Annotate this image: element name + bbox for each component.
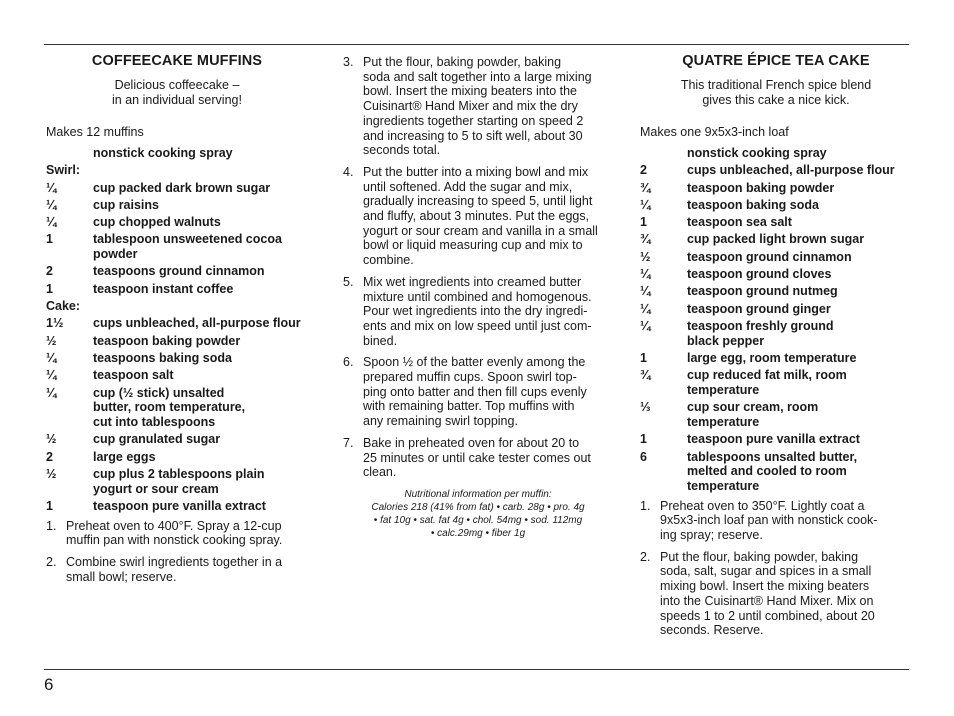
ingredient-quantity: 1½ <box>46 316 64 331</box>
ingredient-quantity: ½ <box>640 249 651 264</box>
step-text: Mix wet ingredients into creamed butter mixture until combined and homogenous. Pour wet ingredients into the dry ingredi- ents and mix on low speed until just com- bined. <box>363 274 592 348</box>
intro-line: Delicious coffeecake – <box>114 78 240 92</box>
ingredient-quantity: ¼ <box>46 368 57 383</box>
ingredient-quantity: 2 <box>640 163 647 178</box>
ingredient-row <box>46 146 308 161</box>
ingredient-text: cups unbleached, all-purpose flour <box>93 316 301 331</box>
ingredient-row <box>640 351 912 366</box>
ingredient-quantity: ½ <box>46 333 57 348</box>
instruction-list <box>343 55 613 480</box>
step-text: Preheat oven to 350°F. Lightly coat a 9x5x3-inch loaf pan with nonstick cook- ing spray; reserve. <box>660 498 878 543</box>
ingredient-text: teaspoons ground cinnamon <box>93 264 265 279</box>
ingredient-text: cup granulated sugar <box>93 432 221 447</box>
ingredient-text: cup reduced fat milk, room temperature <box>687 368 847 397</box>
ingredient-quantity: ¾ <box>640 180 651 195</box>
ingredient-text: cup packed light brown sugar <box>687 232 865 247</box>
ingredient-quantity: 1 <box>46 498 53 513</box>
ingredient-text: cup raisins <box>93 197 159 212</box>
recipe-intro <box>46 78 308 107</box>
instruction-step <box>343 55 613 158</box>
instruction-step <box>343 165 613 268</box>
step-number: 6. <box>343 355 354 370</box>
ingredient-quantity: ¼ <box>46 197 57 212</box>
ingredient-quantity: ½ <box>46 466 57 481</box>
ingredient-quantity: 1 <box>640 350 647 365</box>
nutrition-line: • calc.29mg • fiber 1g <box>430 527 526 539</box>
instruction-step <box>343 275 613 349</box>
ingredient-text: teaspoon ground cinnamon <box>687 249 852 264</box>
instruction-step <box>46 519 308 548</box>
ingredient-row <box>46 316 308 331</box>
nutrition-line: Calories 218 (41% from fat) • carb. 28g • pro. 4g <box>371 501 585 513</box>
ingredient-row <box>46 181 308 196</box>
ingredient-row <box>640 163 912 178</box>
ingredient-text: tablespoons unsalted butter, melted and cooled to room temperature <box>687 449 858 493</box>
ingredient-quantity: ¼ <box>46 350 57 365</box>
step-text: Combine swirl ingredients together in a small bowl; reserve. <box>66 554 283 584</box>
ingredient-text: cup (½ stick) unsalted butter, room temperature, cut into tablespoons <box>93 385 246 429</box>
step-number: 5. <box>343 274 354 289</box>
intro-line: This traditional French spice blend <box>680 78 872 92</box>
ingredient-text: nonstick cooking spray <box>687 146 827 160</box>
instruction-step <box>343 436 613 480</box>
ingredient-text: cup sour cream, room temperature <box>687 400 819 429</box>
instruction-step <box>343 355 613 429</box>
ingredient-text: teaspoon baking soda <box>687 197 819 212</box>
ingredient-row <box>46 264 308 279</box>
ingredient-row <box>46 386 308 430</box>
ingredient-row <box>640 198 912 213</box>
ingredient-text: teaspoon ground cloves <box>687 267 832 282</box>
ingredient-row <box>640 302 912 317</box>
recipe-intro <box>640 78 912 107</box>
bottom-rule <box>44 669 909 670</box>
ingredient-row <box>640 450 912 494</box>
step-number: 3. <box>343 55 354 69</box>
yield-text: Makes one 9x5x3-inch loaf <box>640 125 789 139</box>
ingredient-row <box>640 432 912 447</box>
coffeecake-instructions-column <box>343 55 613 540</box>
nutrition-info <box>343 488 613 540</box>
yield-text: Makes 12 muffins <box>46 125 144 139</box>
step-text: Preheat oven to 400°F. Spray a 12-cup muffin pan with nonstick cooking spray. <box>66 518 283 548</box>
ingredient-row <box>46 232 308 261</box>
ingredient-text: large eggs <box>93 449 156 464</box>
ingredient-quantity: ¼ <box>46 385 57 400</box>
ingredient-row <box>640 146 912 161</box>
ingredient-row <box>46 334 308 349</box>
ingredient-quantity: ¾ <box>640 368 651 383</box>
ingredient-row <box>46 467 308 496</box>
ingredient-row <box>46 282 308 297</box>
ingredient-row <box>640 181 912 196</box>
ingredient-text: teaspoon baking powder <box>93 333 241 348</box>
ingredient-row <box>46 450 308 465</box>
ingredient-list <box>46 146 308 514</box>
ingredient-quantity: ⅓ <box>640 400 651 415</box>
ingredient-text: teaspoon sea salt <box>687 215 792 230</box>
ingredient-text: cup packed dark brown sugar <box>93 180 271 195</box>
ingredient-row <box>640 319 912 348</box>
ingredient-quantity: ¼ <box>640 267 651 282</box>
ingredient-quantity: 1 <box>46 232 53 247</box>
ingredient-quantity: ½ <box>46 432 57 447</box>
ingredient-row <box>46 215 308 230</box>
instruction-list <box>640 499 912 638</box>
step-number: 2. <box>46 554 57 569</box>
nutrition-line: Nutritional information per muffin: <box>404 488 552 500</box>
ingredient-text: teaspoon ground ginger <box>687 301 831 316</box>
ingredient-text: teaspoon instant coffee <box>93 281 234 296</box>
recipe-title: QUATRE ÉPICE TEA CAKE <box>682 53 870 69</box>
ingredient-text: nonstick cooking spray <box>93 146 233 160</box>
tea-cake-recipe-column <box>640 52 912 645</box>
step-text: Put the flour, baking powder, baking soda, salt, sugar and spices in a small mixing bowl. Insert the mixing beaters into the Cuisinart® Hand Mixer. Mix on speeds 1 to 2 until combined, about 20 seconds. Reserve. <box>660 549 875 638</box>
ingredient-row <box>46 432 308 447</box>
ingredient-text: teaspoon baking powder <box>687 180 835 195</box>
ingredient-quantity: 1 <box>46 281 53 296</box>
step-number: 7. <box>343 435 354 450</box>
ingredient-row <box>640 215 912 230</box>
ingredient-quantity: ¼ <box>640 284 651 299</box>
step-number: 4. <box>343 164 354 179</box>
ingredient-row <box>640 400 912 429</box>
ingredient-section-header: Cake: <box>46 299 81 314</box>
ingredient-text: cup chopped walnuts <box>93 215 221 230</box>
ingredient-row <box>46 198 308 213</box>
coffeecake-recipe-column <box>46 52 308 591</box>
ingredient-quantity: ¼ <box>640 197 651 212</box>
instruction-list <box>46 519 308 585</box>
step-text: Put the butter into a mixing bowl and mix until softened. Add the sugar and mix, gradually increasing to speed 5, until light and fluffy, about 3 minutes. Put the eggs, yogurt or sour cream and vanilla in a small bowl or liquid measuring cup and mix to combine. <box>363 164 598 268</box>
nutrition-line: • fat 10g • sat. fat 4g • chol. 54mg • sod. 112mg <box>373 514 583 526</box>
ingredient-quantity: 2 <box>46 264 53 279</box>
ingredient-quantity: ¼ <box>640 318 651 333</box>
ingredient-row <box>46 499 308 514</box>
step-text: Spoon ½ of the batter evenly among the prepared muffin cups. Spoon swirl top- ping onto batter and then fill cups evenly with remaining batter. Top muffins with any remaining swirl topping. <box>363 355 587 429</box>
ingredient-text: teaspoon ground nutmeg <box>687 284 838 299</box>
ingredient-row <box>640 250 912 265</box>
step-number: 2. <box>640 549 651 564</box>
ingredient-text: cups unbleached, all-purpose flour <box>687 163 895 178</box>
ingredient-quantity: 2 <box>46 449 53 464</box>
step-number: 1. <box>640 498 651 513</box>
ingredient-row <box>46 351 308 366</box>
ingredient-quantity: 1 <box>640 432 647 447</box>
ingredient-quantity: 6 <box>640 449 647 464</box>
ingredient-row <box>640 267 912 282</box>
ingredient-quantity: ¼ <box>46 215 57 230</box>
ingredient-list <box>640 146 912 494</box>
ingredient-text: teaspoons baking soda <box>93 350 232 365</box>
step-text: Bake in preheated oven for about 20 to 25 minutes or until cake tester comes out clean. <box>363 435 591 480</box>
ingredient-text: large egg, room temperature <box>687 350 857 365</box>
ingredient-quantity: ¼ <box>640 301 651 316</box>
ingredient-text: teaspoon pure vanilla extract <box>687 432 860 447</box>
ingredient-section-header: Swirl: <box>46 163 81 178</box>
instruction-step <box>640 550 912 638</box>
intro-line: in an individual serving! <box>112 92 242 107</box>
ingredient-text: teaspoon pure vanilla extract <box>93 498 266 513</box>
instruction-step <box>46 555 308 584</box>
ingredient-row <box>640 232 912 247</box>
ingredient-text: teaspoon freshly ground black pepper <box>687 318 834 348</box>
ingredient-row <box>640 368 912 397</box>
ingredient-row <box>640 284 912 299</box>
ingredient-quantity <box>640 146 687 161</box>
ingredient-quantity <box>46 146 93 161</box>
intro-line: gives this cake a nice kick. <box>702 92 850 107</box>
page-number: 6 <box>44 675 54 694</box>
ingredient-text: cup plus 2 tablespoons plain yogurt or sour cream <box>93 466 265 496</box>
step-text: Put the flour, baking powder, baking soda and salt together into a large mixing bowl. Insert the mixing beaters into the Cuisinart® Hand Mixer and mix the dry ingredients together starting on speed 2 and increasing to 5 to sift well, about 30 seconds total. <box>363 55 592 158</box>
recipe-title: COFFEECAKE MUFFINS <box>91 53 263 69</box>
ingredient-text: tablespoon unsweetened cocoa powder <box>93 232 282 262</box>
ingredient-quantity: ¼ <box>46 180 57 195</box>
step-number: 1. <box>46 518 57 533</box>
ingredient-text: teaspoon salt <box>93 368 174 383</box>
ingredient-quantity: ¾ <box>640 232 651 247</box>
ingredient-quantity: 1 <box>640 215 647 230</box>
instruction-step <box>640 499 912 543</box>
ingredient-row <box>46 368 308 383</box>
top-rule <box>44 44 909 45</box>
